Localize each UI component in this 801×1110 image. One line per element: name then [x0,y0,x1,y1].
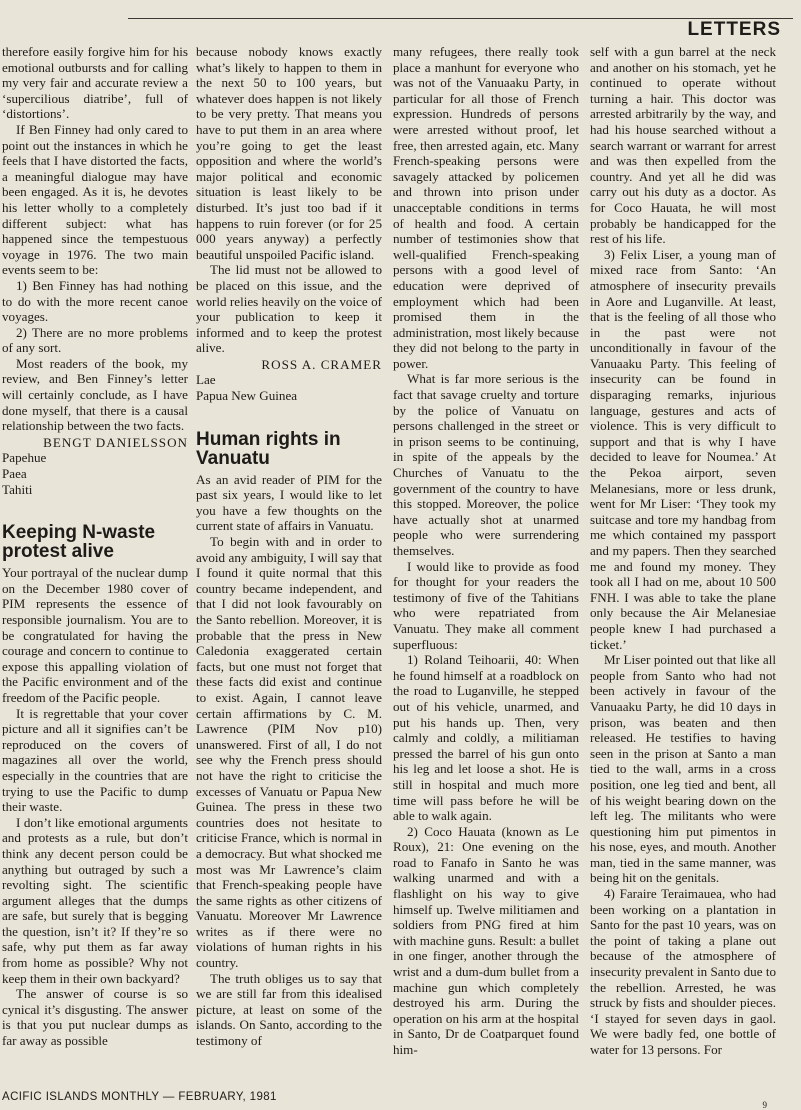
paragraph: If Ben Finney had only cared to point out the instances in which he feels that I have distorted the facts, a meaningful dialogue may have been engaged. As it is, he devotes his letter wholly to a completely different subject: what has happened since the tempestuous voyage in 1976. The two main events seem to be: [2,121,188,278]
letter-heading: Human rights in Vanuatu [196,428,341,469]
page-footer: ACIFIC ISLANDS MONTHLY — FEBRUARY, 1981 [2,1091,277,1103]
column-1 [2,44,188,1049]
place-line: Lae [196,372,216,388]
letter-signature: BENGT DANIELSSON [43,434,188,450]
column-2 [196,44,382,1049]
paragraph: 2) There are no more problems of any sort. [2,324,188,356]
paragraph: It is regrettable that your cover picture and all it signifies can’t be reproduced on the covers of magazines all over the world, especially in the countries that are trying to use the Pacific to dump their waste. [2,705,188,815]
paragraph: Most readers of the book, my review, and Ben Finney’s letter will certainly conclude, as I have done myself, that there is a causal relationship between the two facts. [2,355,188,434]
paragraph: As an avid reader of PIM for the past six years, I would like to let you have a few thoughts on the current state of affairs in Vanuatu. [196,471,382,534]
paragraph: What is far more serious is the fact that savage cruelty and torture by the police of Vanuatu on persons challenged in the street or in prison seems to be continuing, in spite of the appeals by the Churches of Vanuatu to the government of the country to have this stopped. Moreover, the police have actually shot at unarmed people who were surrendering themselves. [393,371,579,558]
letter-heading: Keeping N-waste protest alive [2,522,156,563]
section-title: LETTERS [687,19,781,40]
paragraph: The lid must not be allowed to be placed on this issue, and the world relies heavily on the voice of your publication to keep it informed and to keep the protest alive. [196,262,382,356]
place-line: Papehue [2,450,47,466]
paragraph: therefore easily forgive him for his emotional outbursts and for calling my very fair and accurate review a ‘supercilious diatribe’, full of ‘distortions’. [2,44,188,122]
letter-signature: ROSS A. CRAMER [261,356,382,372]
page-number: 9 [762,1100,767,1110]
place-line: Paea [2,466,27,482]
place-line: Papua New Guinea [196,388,298,404]
paragraph: I don’t like emotional arguments and protests as a rule, but don’t think any decent person could be anything but outraged by such a revolting sight. The scientific argument alleges that the dumps are safe, but surely that is begging the question, isn’t it? If they’re so safe, why put them as far away from home as possible? Why not keep them in their own backyard? [2,814,188,986]
paragraph: many refugees, there really took place a manhunt for everyone who was not of the Vanuaaku Party, in particular for all those of French expression. Hundreds of persons were arrested without proof, let free, then arrested again, etc. Many French-speaking persons were savagely attacked by policemen and thrown into prison under unacceptable conditions in terms of health and food. A certain number of testimonies show that well-qualified French-speaking persons with a good level of education were deprived of employment which had been promised them in the administration, most likely because they did not belong to the party in power. [393,44,579,371]
place-line: Tahiti [2,481,33,497]
paragraph: self with a gun barrel at the neck and another on his stomach, yet he continued to operate without turning a hair. This doctor was arrested arbitrarily by the way, and had his house searched without a search warrant or warrant for arrest and was then expelled from the country. And yet all he did was carry out his duty as a doctor. As for Coco Hauata, he will most probably be handicapped for the rest of his life. [590,44,776,247]
paragraph: I would like to provide as food for thought for your readers the testimony of five of the Tahitians who were repatriated from Vanuatu. They make all comment superfluous: [393,558,579,652]
paragraph: because nobody knows exactly what’s likely to happen to them in the next 50 to 100 years, but whatever does happen is not likely to be very pretty. That means you have to put them in an area where you’re going to get the least opposition and where the world’s major political and economic situation is least likely to be disturbed. It’s just too bad if it happens to ruin forever (or for 25 000 years anyway) a perfectly beautiful unspoiled Pacific island. [196,44,382,262]
paragraph: The answer of course is so cynical it’s disgusting. The answer is that you put nuclear dumps as far away as possible [2,986,188,1049]
paragraph: Mr Liser pointed out that like all people from Santo who had not been actively in favour of the Vanuaaku Party, he did 10 days in prison, was beaten and then released. He testifies to having seen in the prison at Santo a man tied to the wall, arms in a cross position, one leg tied and bent, all of his weight bearing down on the left leg. The militants who were questioning him put pimentos in his nose, eyes, and mouth. Another man, tied in the same manner, was being hit on the genitals. [590,652,776,886]
paragraph: 1) Roland Teihoarii, 40: When he found himself at a roadblock on the road to Luganville, he stepped out of his vehicle, unarmed, and put his hands up. Then, very calmly and coldly, a militiaman pressed the barrel of his gun onto his leg and let loose a shot. He is still in hospital and much more time will pass before he will be able to walk again. [393,652,579,824]
paragraph: Your portrayal of the nuclear dump on the December 1980 cover of PIM represents the essence of responsible journalism. You are to be congratulated for having the courage and concern to continue to expose this appalling violation of the Pacific environment and of the freedom of the Pacific people. [2,565,188,705]
paragraph: To begin with and in order to avoid any ambiguity, I will say that I found it quite normal that this country became independent, and that I did not look favourably on the Santo rebellion. Moreover, it is probable that the press in New Caledonia exaggerated certain facts, but one must not forget that these facts did exist and continue to exist. Again, I cannot leave certain affirmations by C. M. Lawrence (PIM Nov p10) unanswered. First of all, I do not see why the French press should not have the right to criticise the excesses of Vanuatu or Papua New Guinea. The press in these two countries does not hesitate to criticise France, which is normal in a democracy. But what shocked me most was Mr Lawrence’s claim that French-speaking people have the same rights as other citizens of Vanuatu. Moreover Mr Lawrence writes as if there were no violations of human rights in his country. [196,534,382,971]
paragraph: 3) Felix Liser, a young man of mixed race from Santo: ‘An atmosphere of insecurity prevails in Aore and Luganville. At least, that is the feeling of all those who in the past were not unconditionally in favour of the Vanuaaku Party. This feeling of insecurity can be found in disparaging remarks, injurious language, gestures and acts of violence. This is very difficult to support and that is why I have decided to leave for Noumea.’ At the Pekoa airport, seven Melanesians, more or less drunk, went for Mr Liser: ‘They took my suitcase and tore my handbag from me which contained my passport and my papers. Then they searched me and found my money. They took all I had on me, about 10 500 FNH. I was able to take the plane only because the Air Melanesiae people knew I had purchased a ticket.’ [590,246,776,652]
column-3 [393,44,579,1058]
column-4 [590,44,776,1058]
paragraph: 4) Faraire Teraimauea, who had been working on a plantation in Santo for the past 10 years, was on the point of taking a plane out because of the atmosphere of insecurity prevalent in Santo due to the rebellion. Arrested, he was struck by fists and shoulder pieces. ‘I stayed for seven days in gaol. We were badly fed, one bottle of water for 13 persons. For [590,886,776,1057]
paragraph: 1) Ben Finney has had nothing to do with the more recent canoe voyages. [2,277,188,325]
paragraph: 2) Coco Hauata (known as Le Roux), 21: One evening on the road to Fanafo in Santo he was walking unarmed and with a flashlight on his way to give himself up. Twelve militiamen and soldiers from PNG fired at him with machine guns. Result: a bullet in one finger, another through the wrist and a dum-dum bullet from a machine gun which completely destroyed his arm. During the operation on his arm at the hospital in Santo, Dr de Coatparquet found him- [393,823,579,1057]
paragraph: The truth obliges us to say that we are still far from this idealised picture, at least on some of the islands. On Santo, according to the testimony of [196,970,382,1049]
